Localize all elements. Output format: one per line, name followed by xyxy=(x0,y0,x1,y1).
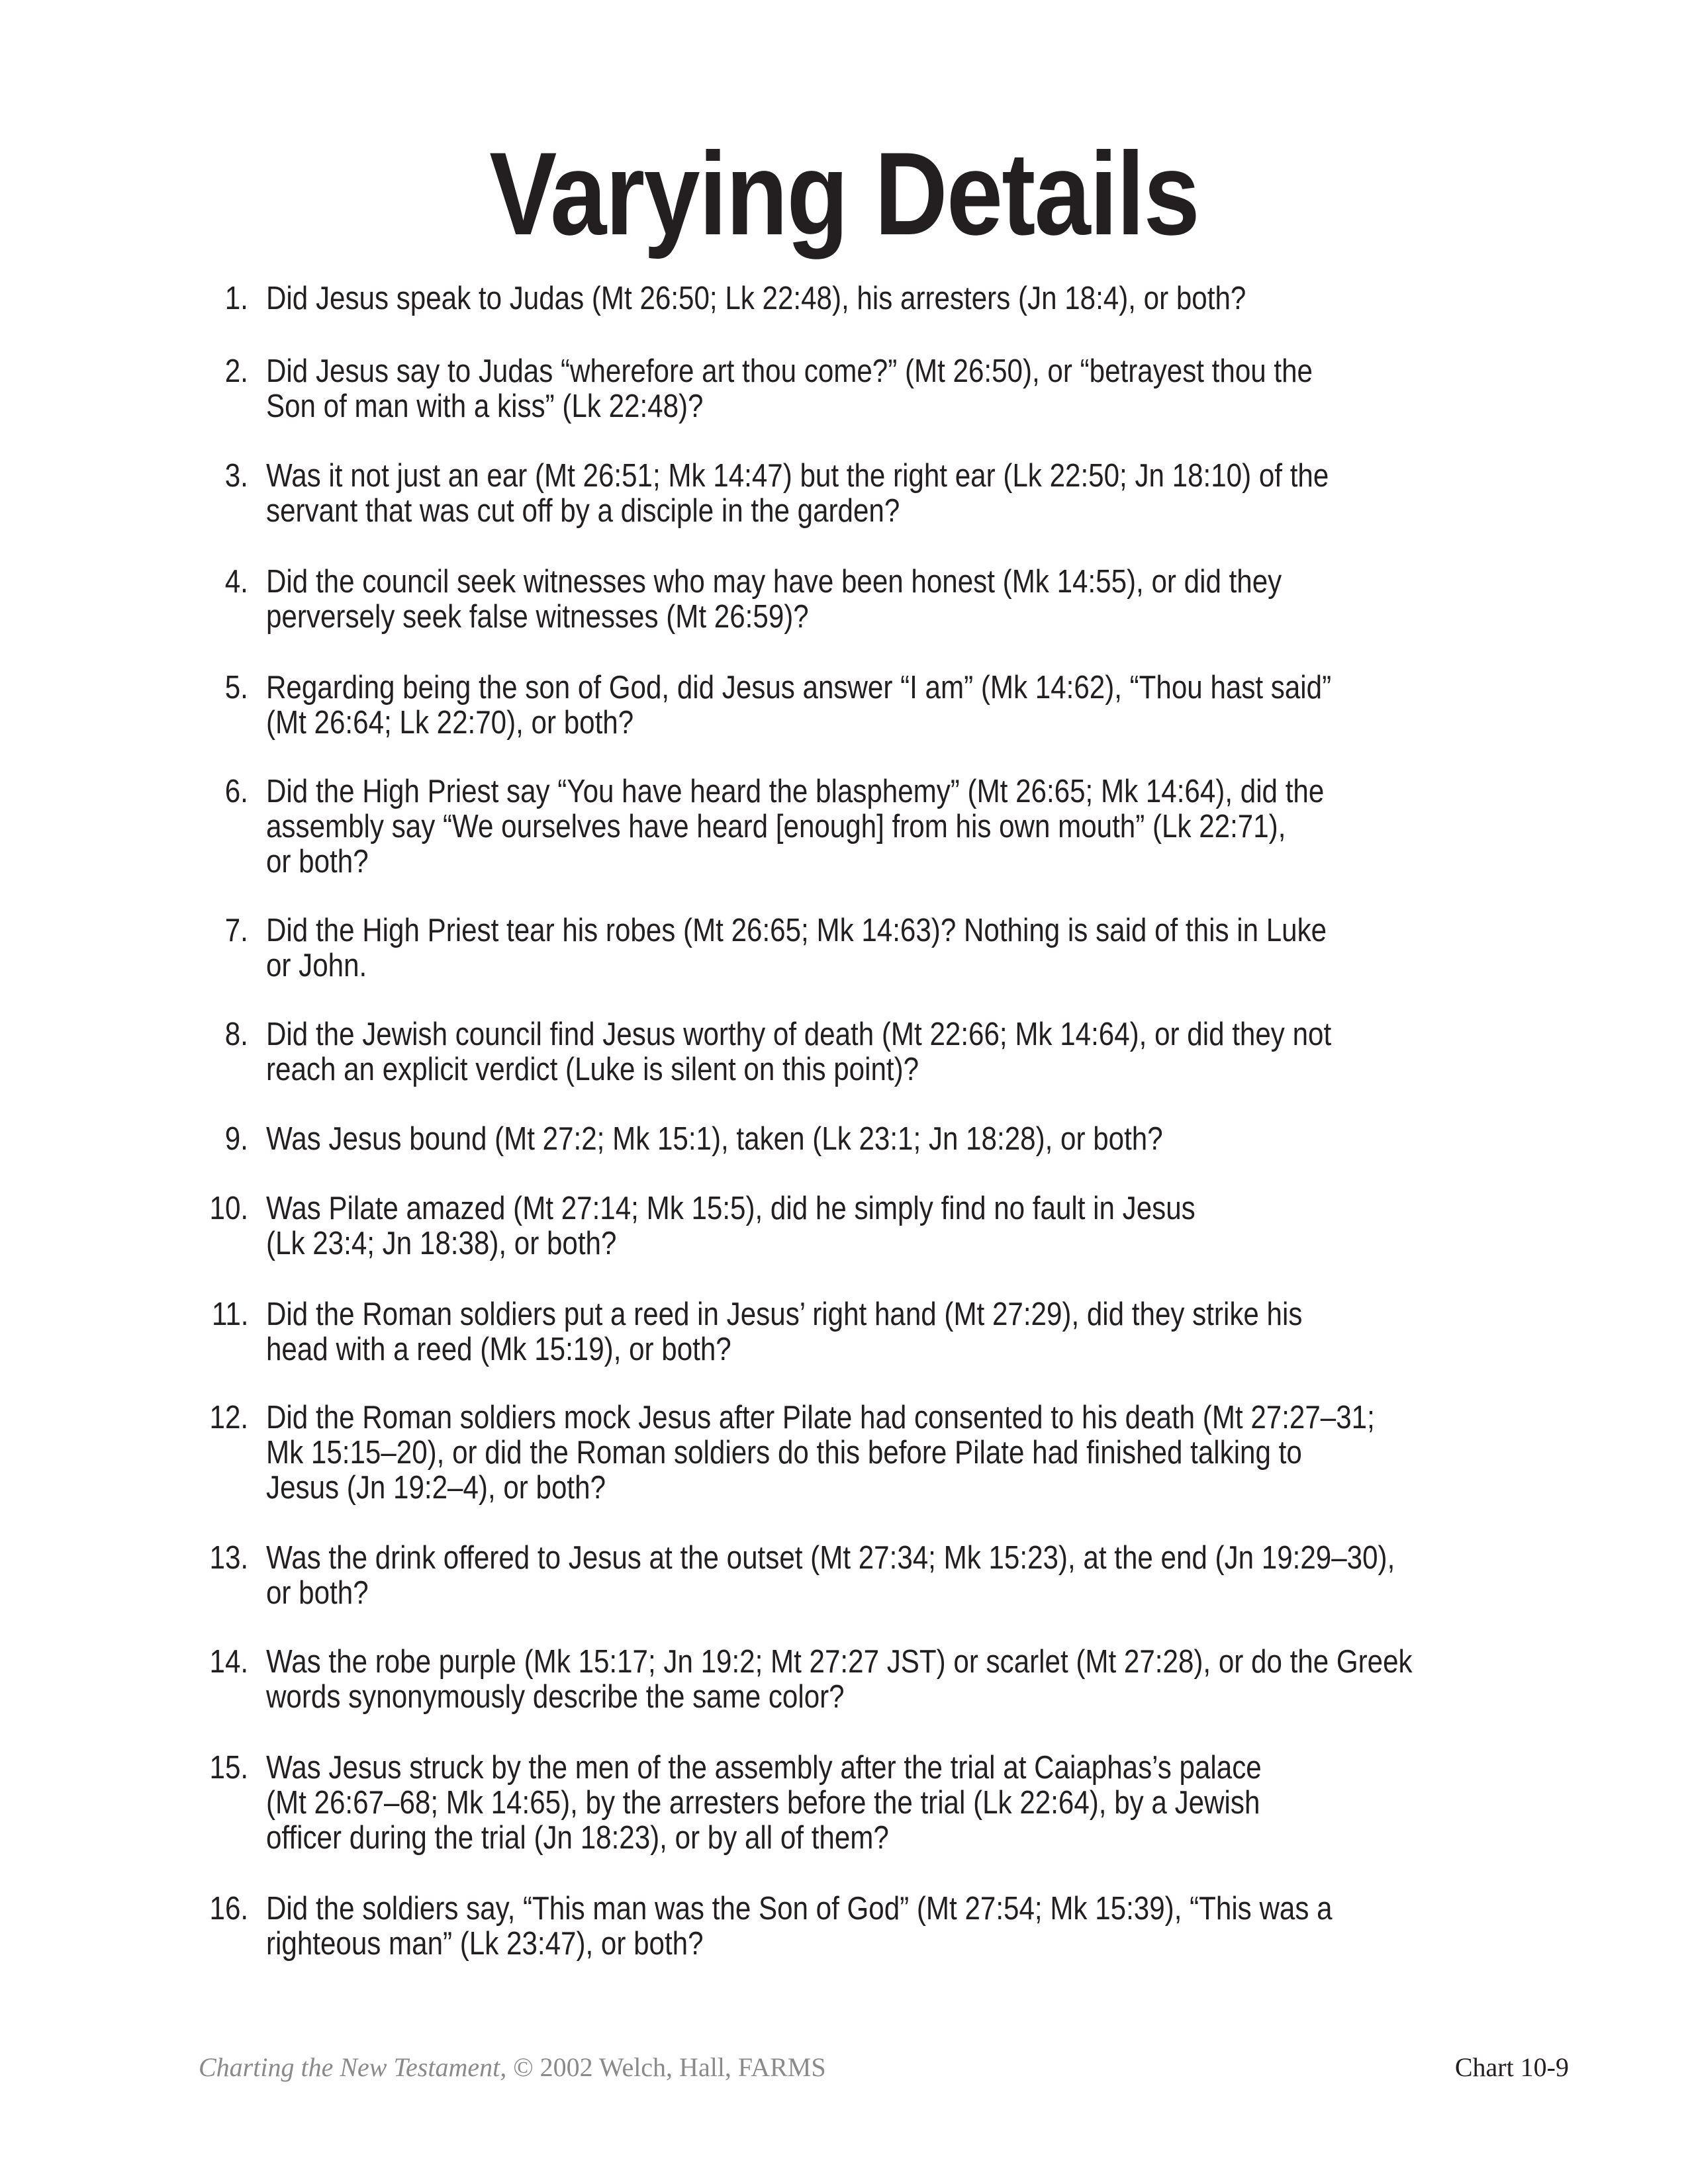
item-text-line: servant that was cut off by a disciple in the garden? xyxy=(266,493,900,529)
item-number xyxy=(0,1751,248,1786)
item-text-line: assembly say “We ourselves have heard [enough] from his own mouth” (Lk 22:71), xyxy=(266,809,1286,844)
item-text-line: Did the soldiers say, “This man was the Son of God” (Mt 27:54; Mk 15:39), “This was a xyxy=(266,1891,1333,1927)
item-number-text: 5. xyxy=(224,670,248,705)
item-text-line: Did the Roman soldiers mock Jesus after Pilate had consented to his death (Mt 27:27–31; xyxy=(266,1400,1375,1435)
item-text-line: Did the Roman soldiers put a reed in Jesus’ right hand (Mt 27:29), did they strike his xyxy=(266,1297,1303,1332)
page-title-text: Varying Details xyxy=(489,128,1199,259)
item-number-text: 16. xyxy=(209,1891,248,1927)
item-text-line: Son of man with a kiss” (Lk 22:48)? xyxy=(266,388,704,424)
item-number-text: 1. xyxy=(224,281,248,316)
item-number xyxy=(0,354,248,389)
item-text-line: head with a reed (Mk 15:19), or both? xyxy=(266,1332,731,1367)
footer-citation xyxy=(199,2052,826,2083)
item-text-line: Did Jesus say to Judas “wherefore art thou come?” (Mt 26:50), or “betrayest thou the xyxy=(266,353,1313,389)
item-number-text: 2. xyxy=(224,353,248,389)
item-number-text: 14. xyxy=(209,1644,248,1680)
item-number xyxy=(0,459,248,494)
footer-chart-number: Chart 10-9 xyxy=(1454,2052,1569,2082)
item-number xyxy=(0,1891,248,1927)
item-text-line: (Mt 26:64; Lk 22:70), or both? xyxy=(266,705,634,741)
footer-book-title: Charting the New Testament, xyxy=(199,2052,507,2082)
item-number xyxy=(0,670,248,705)
item-number xyxy=(0,1017,248,1052)
item-number-text: 10. xyxy=(209,1191,248,1226)
item-text-line: Did the council seek witnesses who may have been honest (Mk 14:55), or did they xyxy=(266,564,1282,600)
item-text-line: or both? xyxy=(266,1575,369,1611)
item-text-line: reach an explicit verdict (Luke is silent on this point)? xyxy=(266,1052,919,1087)
item-text-line: Was Pilate amazed (Mt 27:14; Mk 15:5), did he simply find no fault in Jesus xyxy=(266,1191,1196,1226)
item-text-line: Regarding being the son of God, did Jesus answer “I am” (Mk 14:62), “Thou hast said” xyxy=(266,670,1332,705)
item-number xyxy=(0,1400,248,1435)
item-number-text: 4. xyxy=(224,564,248,600)
item-number xyxy=(0,1191,248,1226)
item-number xyxy=(0,281,248,316)
item-text-line: Was Jesus bound (Mt 27:2; Mk 15:1), taken (Lk 23:1; Jn 18:28), or both? xyxy=(266,1121,1163,1157)
item-number xyxy=(0,565,248,600)
item-text-line: Jesus (Jn 19:2–4), or both? xyxy=(266,1470,606,1506)
item-text-line: (Mt 26:67–68; Mk 14:65), by the arresters before the trial (Lk 22:64), by a Jewish xyxy=(266,1785,1260,1821)
item-text-line: Was the drink offered to Jesus at the outset (Mt 27:34; Mk 15:23), at the end (Jn 19:29–30), xyxy=(266,1540,1395,1576)
item-text-line: Did Jesus speak to Judas (Mt 26:50; Lk 22:48), his arresters (Jn 18:4), or both? xyxy=(266,281,1246,316)
item-number-text: 8. xyxy=(224,1017,248,1052)
item-text-line: or both? xyxy=(266,844,369,880)
item-number xyxy=(0,1541,248,1576)
item-text-line: Mk 15:15–20), or did the Roman soldiers do this before Pilate had finished talking to xyxy=(266,1435,1302,1471)
item-text-line: Did the High Priest say “You have heard the blasphemy” (Mt 26:65; Mk 14:64), did the xyxy=(266,774,1325,809)
item-number-text: 6. xyxy=(224,774,248,809)
item-number-text: 12. xyxy=(209,1400,248,1435)
item-number-text: 9. xyxy=(224,1121,248,1157)
item-text-line: Was it not just an ear (Mt 26:51; Mk 14:47) but the right ear (Lk 22:50; Jn 18:10) of the xyxy=(266,458,1329,494)
item-number xyxy=(0,1645,248,1680)
item-number xyxy=(0,913,248,948)
item-text-line: Did the High Priest tear his robes (Mt 26:65; Mk 14:63)? Nothing is said of this in Luke xyxy=(266,913,1327,948)
item-number xyxy=(0,1122,248,1157)
item-number-text: 7. xyxy=(224,913,248,948)
item-text-line: (Lk 23:4; Jn 18:38), or both? xyxy=(266,1226,617,1261)
item-text-line: perversely seek false witnesses (Mt 26:59)? xyxy=(266,599,809,635)
item-number xyxy=(0,1297,248,1332)
item-text-line: or John. xyxy=(266,948,367,983)
item-text-line: righteous man” (Lk 23:47), or both? xyxy=(266,1926,704,1962)
item-text-line: officer during the trial (Jn 18:23), or by all of them? xyxy=(266,1820,889,1856)
item-text-line: Was Jesus struck by the men of the assembly after the trial at Caiaphas’s palace xyxy=(266,1750,1262,1786)
item-number-text: 13. xyxy=(209,1540,248,1576)
item-number xyxy=(0,774,248,809)
item-text-line: Did the Jewish council find Jesus worthy of death (Mt 22:66; Mk 14:64), or did they not xyxy=(266,1017,1332,1052)
item-text-line: Was the robe purple (Mk 15:17; Jn 19:2; Mt 27:27 JST) or scarlet (Mt 27:28), or do the Greek xyxy=(266,1644,1413,1680)
item-text-line: words synonymously describe the same color? xyxy=(266,1679,845,1715)
item-number-text: 3. xyxy=(224,458,248,494)
item-number-text: 11. xyxy=(211,1297,248,1332)
item-number-text: 15. xyxy=(209,1750,248,1786)
footer-copyright: © 2002 Welch, Hall, FARMS xyxy=(506,2052,826,2082)
